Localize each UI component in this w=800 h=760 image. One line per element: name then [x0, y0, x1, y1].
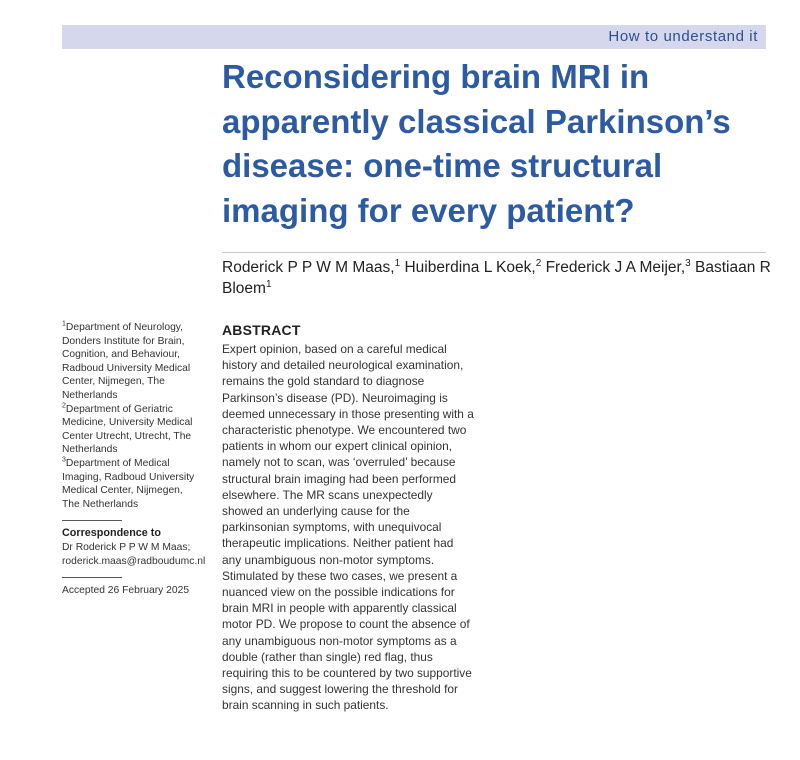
affiliation-3: [62, 457, 202, 511]
correspondence-text: Dr Roderick P P W M Maas; roderick.maas@radboudumc.nl: [62, 541, 206, 567]
author-affiliation-mark: 3: [685, 257, 691, 269]
section-header-band: [62, 25, 766, 49]
affiliation-2: [62, 403, 202, 457]
affiliation-mark: 2: [62, 402, 66, 410]
sidebar-divider: [62, 520, 122, 521]
accepted-date: Accepted 26 February 2025: [62, 585, 190, 597]
author-name: Frederick J A Meijer,: [545, 259, 686, 276]
author-affiliation-mark: 2: [535, 257, 542, 269]
author-affiliation-mark: 1: [265, 278, 272, 290]
author-name: Roderick P P W M Maas,: [222, 259, 395, 276]
article-sidebar: [62, 320, 206, 598]
affiliation-text: Department of Geriatric Medicine, University Medical Center Utrecht, Utrecht, The Netherlands: [62, 403, 193, 456]
affiliation-text: Department of Neurology, Donders Institute for Brain, Cognition, and Behaviour, Radboud University Medical Center, Nijmegen, The Netherlands: [62, 322, 191, 401]
affiliation-mark: 1: [62, 320, 66, 328]
article-title: Reconsidering brain MRI in apparently classical Parkinson’s disease: one-time structural imaging for every patient?: [222, 58, 731, 229]
author-name: Bastiaan R Bloem: [222, 259, 771, 297]
title-divider: [222, 252, 766, 253]
affiliation-1: [62, 321, 202, 403]
sidebar-divider: [62, 577, 122, 578]
author-name: Huiberdina L Koek,: [404, 259, 536, 276]
affiliation-mark: 3: [62, 456, 66, 464]
correspondence-heading: Correspondence to: [62, 527, 161, 540]
abstract-body: Expert opinion, based on a careful medical history and detailed neurological examination, remains the gold standard to diagnose Parkinson’s disease (PD). Neuroimaging is deemed unnecessary in those presenting with a characteristic phenotype. We encountered two patients in whom our expert clinical opinion, namely not to scan, was ‘overruled’ because structural brain imaging had been performed elsewhere. The MR scans unexpectedly showed an underlying cause for the parkinsonian symptoms, with unequivocal therapeutic implications. Neither patient had any unambiguous non-motor symptoms. Stimulated by these two cases, we present a nuanced view on the possible indications for brain MRI in people with apparently classical motor PD. We propose to count the absence of any unambiguous non-motor symptoms as a double (rather than single) red flag, thus requiring this to be countered by two supportive signs, and suggest lowering the threshold for brain scanning in such patients.: [222, 342, 474, 713]
abstract-heading: ABSTRACT: [222, 322, 301, 338]
author-affiliation-mark: 1: [394, 257, 401, 269]
section-label: How to understand it: [608, 28, 758, 45]
author-list: [222, 257, 772, 299]
affiliation-text: Department of Medical Imaging, Radboud University Medical Center, Nijmegen, The Netherlands: [62, 457, 195, 510]
